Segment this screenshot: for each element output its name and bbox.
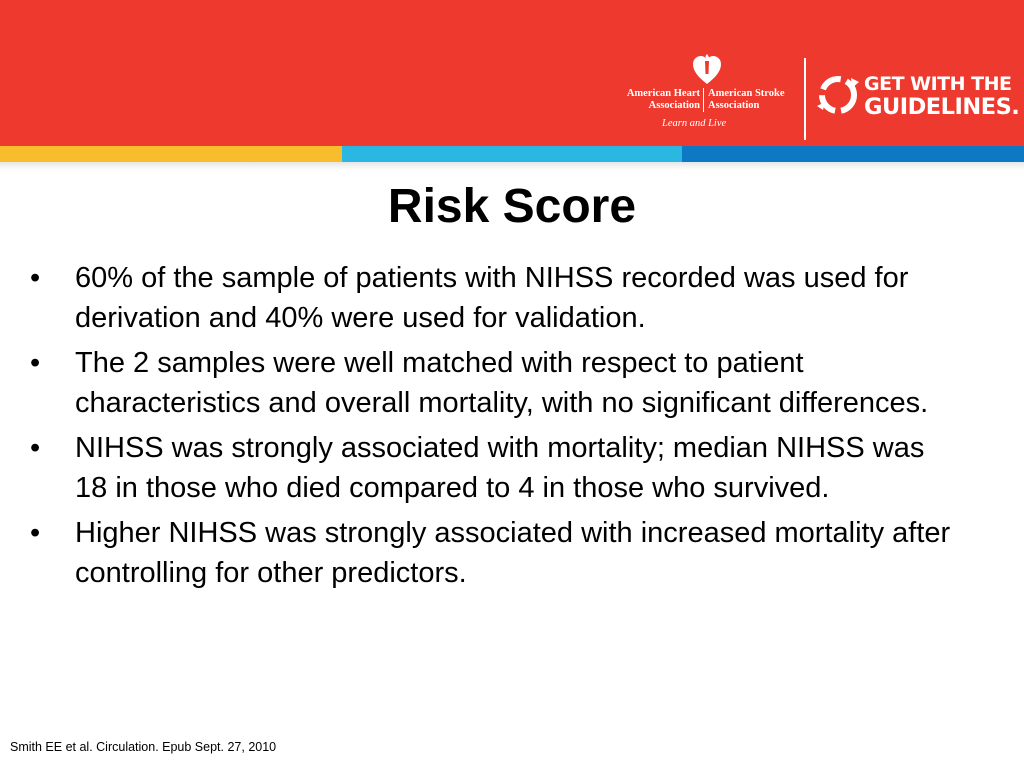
bullet-item — [30, 429, 960, 508]
bullet-item — [30, 514, 960, 593]
asa-name: American Stroke Association — [708, 88, 785, 111]
slide-title: Risk Score — [387, 180, 637, 233]
bullet-icon: • — [30, 262, 41, 294]
torch-heart-icon — [690, 52, 724, 86]
aha-tagline: Learn and Live — [662, 118, 727, 129]
color-stripes — [0, 146, 1024, 162]
bullet-list — [30, 259, 960, 599]
citation: Smith EE et al. Circulation. Epub Sept. 27, 2010 — [10, 740, 277, 754]
bullet-icon: • — [30, 517, 41, 549]
bullet-icon: • — [30, 432, 41, 464]
bullet-icon: • — [30, 347, 41, 379]
bullet-item — [30, 259, 960, 338]
bullet-text: NIHSS was strongly associated with mortality; median NIHSS was 18 in those who died compared to 4 in those who survived. — [75, 432, 925, 504]
stripe-cyan — [342, 146, 682, 162]
bullet-text: The 2 samples were well matched with respect to patient characteristics and overall mortality, with no significant differences. — [75, 347, 929, 419]
stripe-yellow — [0, 146, 342, 162]
bullet-text: Higher NIHSS was strongly associated with increased mortality after controlling for other predictors. — [75, 517, 951, 589]
gwtg-logo-text: GET WITH THE GUIDELINES. — [864, 73, 1020, 120]
circular-arrows-icon — [815, 72, 861, 118]
logo-separator — [804, 58, 806, 140]
logo-divider — [703, 88, 704, 112]
stripe-blue — [682, 146, 1024, 162]
bullet-text: 60% of the sample of patients with NIHSS recorded was used for derivation and 40% were used for validation. — [75, 262, 909, 334]
bullet-item — [30, 344, 960, 423]
header-shadow — [0, 162, 1024, 170]
aha-asa-logo — [612, 52, 794, 132]
aha-name: American Heart Association — [626, 88, 700, 111]
